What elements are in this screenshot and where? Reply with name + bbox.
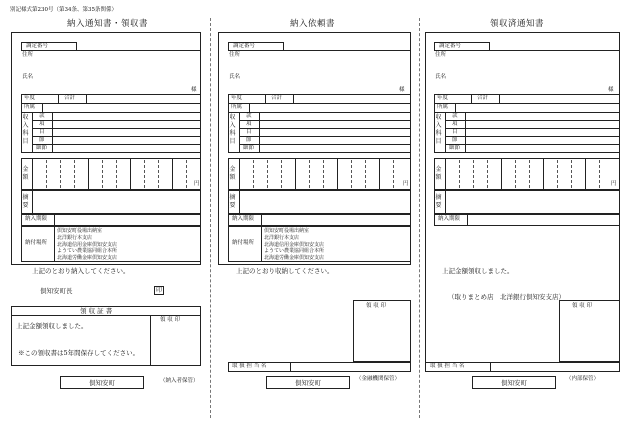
yen-label: 円 [194,181,200,187]
total-label: 合計 [64,95,76,101]
notice-text: 上記のとおり収納してください。 [236,267,334,275]
kou-label: 項 [39,121,45,127]
payment-place-label: 納付場所 [232,240,255,246]
name-label: 氏名 [22,74,34,80]
fiscal-year-label: 年度 [231,95,243,101]
due-date-box [228,214,411,226]
keeper-label: （内部保管） [566,376,600,382]
moku-label: 目 [452,129,458,135]
setsu-label: 節 [39,137,45,143]
amount-label: 金額 [229,166,236,181]
honorific: 様 [191,87,197,93]
payment-place-list: 倶知安町役場出納室 北洋銀行本支店 北海道信用金庫倶知安支店 ようてい農業協同組合本所 北海道労働金庫倶知安支店 [57,228,118,262]
department-label: 所属 [437,104,449,110]
honorific: 様 [608,87,614,93]
yen-label: 円 [611,181,617,187]
address-label: 住所 [229,52,241,58]
keeper-label: （金融機関保管） [356,376,401,382]
amount-box [228,158,411,190]
revenue-category-label: 収入科目 [435,114,442,145]
certificate-title: 領 収 証 書 [80,307,113,315]
fiscal-year-label: 年度 [24,95,36,101]
payment-place-label: 納付場所 [25,240,48,246]
moku-label: 目 [39,129,45,135]
kan-label: 款 [452,113,458,119]
setsu-label: 節 [452,137,458,143]
town-label-box: 倶知安町 [266,376,350,389]
setsu-label: 節 [246,137,252,143]
cut-line-2 [419,18,420,418]
due-date-box [434,214,620,226]
address-label: 住所 [22,52,34,58]
name-label: 氏名 [435,74,447,80]
summary-box [434,190,620,214]
section-title: 領収済通知書 [490,19,545,29]
mayor-label: 倶知安町長 [40,287,73,295]
total-label: 合計 [271,95,283,101]
name-label: 氏名 [229,74,241,80]
detail-label: 細節 [243,145,255,151]
department-label: 所属 [231,104,243,110]
survey-number-label: 調定番号 [439,43,462,49]
notice-text: 上記のとおり納入してください。 [32,267,130,275]
due-date-label: 納入期限 [25,216,48,222]
seal-mark: 印 [155,287,162,294]
summary-label: 摘要 [435,194,442,209]
moku-label: 目 [246,129,252,135]
receipt-stamp-label: 領 収 印 [366,303,386,309]
form-number: 別記様式第230号（第34条、第35条関係） [10,7,117,13]
summary-box [228,190,411,214]
received-text: 上記金額領収しました。 [16,322,88,330]
amount-label: 金額 [22,166,29,181]
honorific: 様 [399,87,405,93]
summary-label: 摘要 [22,194,29,209]
kou-label: 項 [452,121,458,127]
amount-box [21,158,201,190]
kan-label: 款 [39,113,45,119]
due-date-label: 納入期限 [438,216,461,222]
received-text: 上記金額領収しました。 [442,267,514,275]
retention-note: ※この領収書は5年間保存してください。 [18,349,140,357]
bank-note: （取りまとめ店 北洋銀行倶知安支店） [448,293,565,301]
town-label-box: 倶知安町 [60,376,144,389]
handler-label: 取 扱 担 当 名 [232,363,267,369]
cut-line-1 [210,18,211,418]
detail-label: 細節 [36,145,48,151]
fiscal-year-label: 年度 [437,95,449,101]
kan-label: 款 [246,113,252,119]
amount-label: 金額 [435,166,442,181]
receipt-stamp-label: 領 収 印 [160,317,180,323]
yen-label: 円 [403,181,409,187]
survey-number-label: 調定番号 [26,43,49,49]
revenue-category-label: 収入科目 [22,114,29,145]
receipt-stamp-label: 領 収 印 [572,303,592,309]
due-date-box [21,214,201,226]
town-label-box: 倶知安町 [472,376,556,389]
due-date-label: 納入期限 [232,216,255,222]
amount-box [434,158,620,190]
summary-box [21,190,201,214]
section-title: 納入通知書・領収書 [67,19,149,29]
survey-number-label: 調定番号 [233,43,256,49]
total-label: 合計 [477,95,489,101]
department-label: 所属 [24,104,36,110]
kou-label: 項 [246,121,252,127]
revenue-category-label: 収入科目 [229,114,236,145]
detail-label: 細節 [449,145,461,151]
section-title: 納入依頼書 [290,19,336,29]
keeper-label: （納入者保管） [160,378,199,384]
handler-label: 取 扱 担 当 名 [430,363,465,369]
summary-label: 摘要 [229,194,236,209]
address-label: 住所 [435,52,447,58]
payment-place-list: 倶知安町役場出納室 北洋銀行本支店 北海道信用金庫倶知安支店 ようてい農業協同組合本所 北海道労働金庫倶知安支店 [264,228,325,262]
